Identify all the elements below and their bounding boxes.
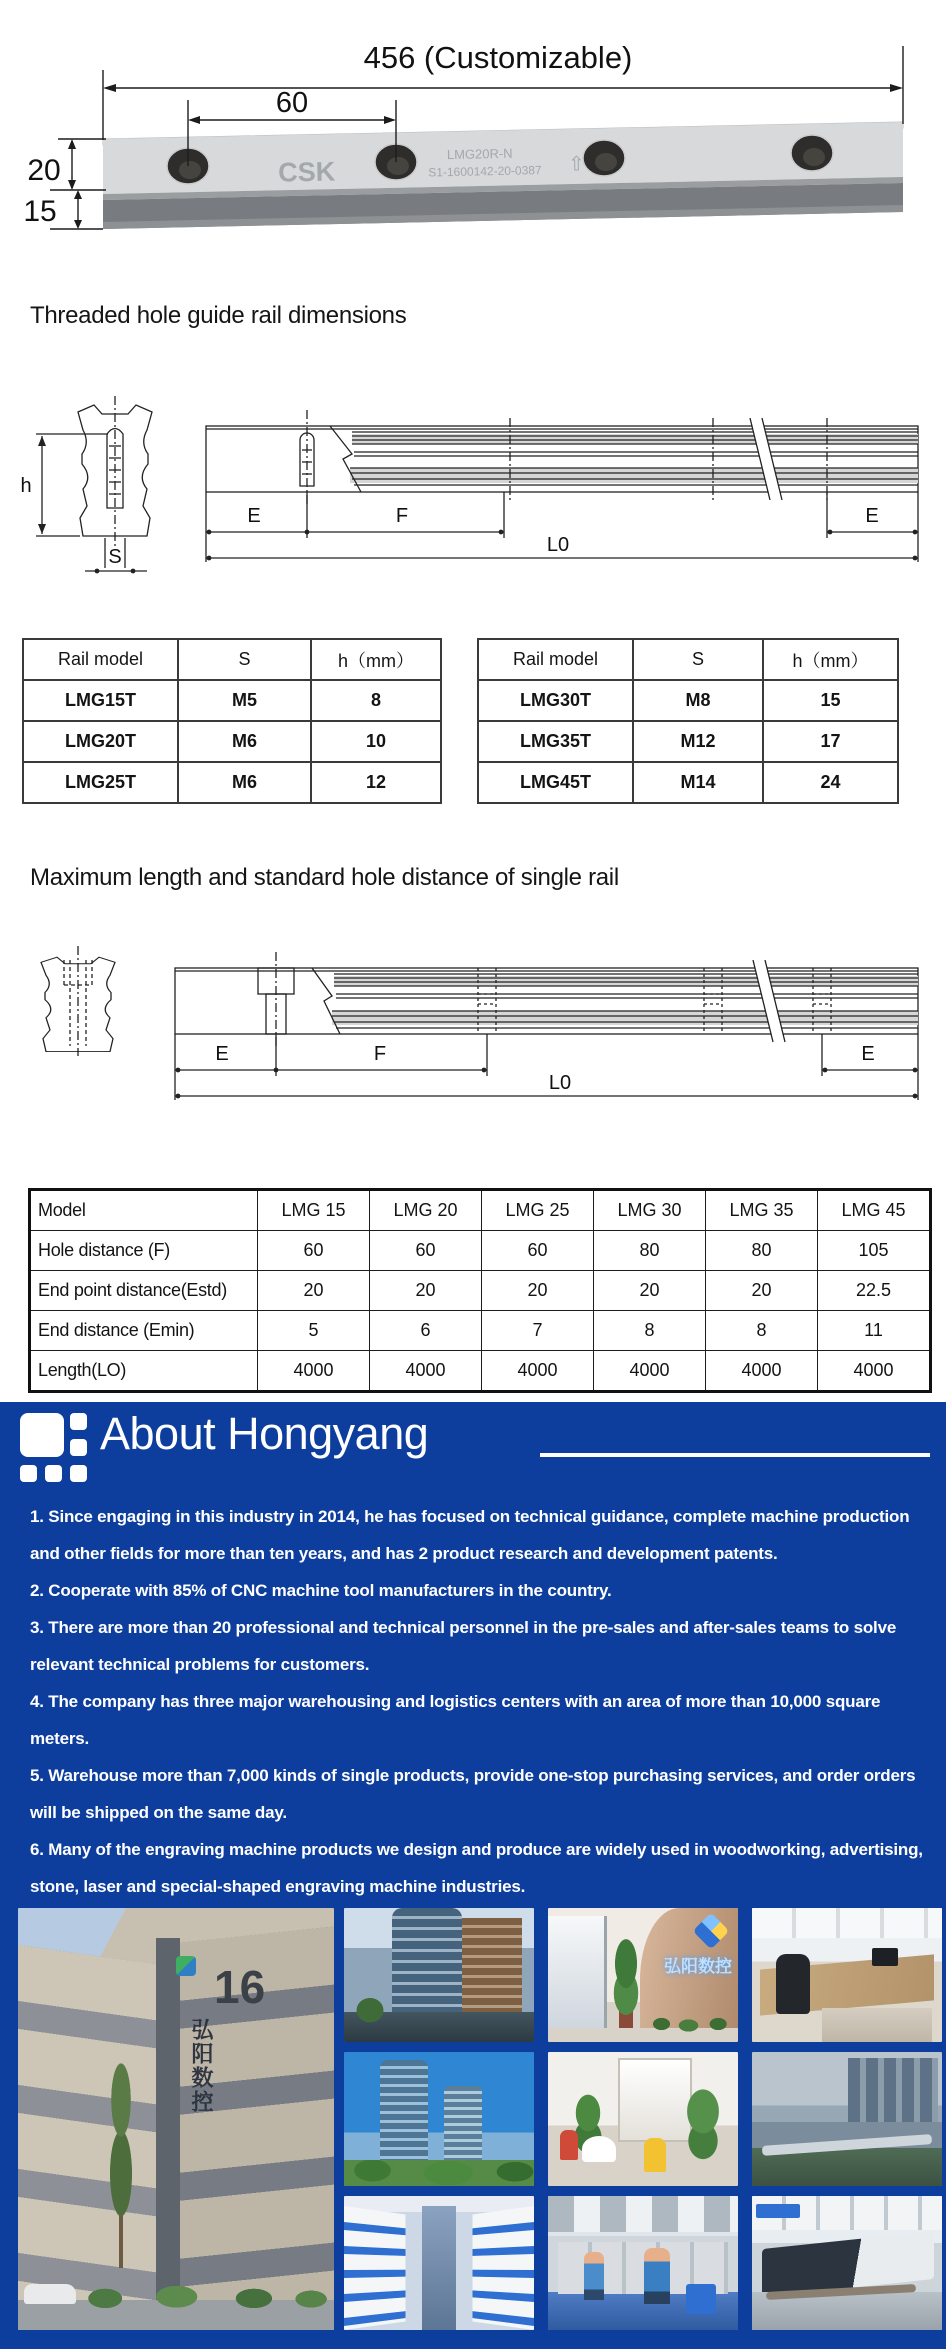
col-header: LMG 30 <box>594 1190 706 1231</box>
lobby-sign-text: 弘阳数控 <box>664 1957 732 1976</box>
rail-dimensions-table-right <box>477 638 899 804</box>
table-row <box>478 639 898 680</box>
arrow-20-top <box>68 139 76 149</box>
building-left-face <box>18 1945 168 2330</box>
arrow-15-top <box>74 190 82 199</box>
building-bushes <box>48 2278 334 2312</box>
cell: M8 <box>633 680 763 721</box>
photo-office-interior <box>548 2052 738 2186</box>
col-header: LMG 25 <box>482 1190 594 1231</box>
office-floor <box>822 2008 932 2042</box>
cell: LMG35T <box>478 721 633 762</box>
tower-side-building <box>462 1918 522 2018</box>
monitor <box>872 1948 898 1966</box>
tower-tree <box>348 1978 392 2024</box>
rail-photo-with-dimensions <box>0 0 946 300</box>
cell: 7 <box>482 1311 594 1351</box>
col-header: LMG 35 <box>706 1190 818 1231</box>
cell: 4000 <box>258 1351 370 1392</box>
about-item-3: 3. There are more than 20 professional and technical personnel in the pre-sales and after-sales teams to solve relevant technical problems for customers. <box>30 1618 897 1674</box>
table-row <box>23 680 441 721</box>
row-label: Length(LO) <box>30 1351 258 1392</box>
col-header: S <box>633 639 763 680</box>
office-cabinets <box>752 1908 942 1938</box>
spec-row-end-distance <box>30 1311 931 1351</box>
cell: 4000 <box>594 1351 706 1392</box>
workshop-ceiling <box>548 2196 738 2232</box>
red-chair <box>560 2130 578 2160</box>
table-row <box>478 680 898 721</box>
interior-plant-right <box>676 2082 730 2166</box>
threaded-hole-heading: Threaded hole guide rail dimensions <box>30 302 407 329</box>
skyscraper-1 <box>380 2060 428 2172</box>
about-item-4: 4. The company has three major warehousing and logistics centers with an area of more than 10,000 square meters. <box>30 1692 881 1748</box>
spec-row-hole-distance <box>30 1231 931 1271</box>
col-header: LMG 15 <box>258 1190 370 1231</box>
col-header: Rail model <box>23 639 178 680</box>
arrow-right <box>890 84 903 92</box>
aisle-floor <box>422 2206 456 2330</box>
cell: LMG20T <box>23 721 178 762</box>
lobby-glass-door <box>548 1916 607 2028</box>
cell: 11 <box>818 1311 931 1351</box>
rack-left <box>344 2206 406 2330</box>
threaded-rail-drawing <box>0 388 946 578</box>
cell: 80 <box>706 1231 818 1271</box>
drawing2-l0-label: L0 <box>548 1072 572 1094</box>
dim-height-bottom-label: 15 <box>23 195 57 228</box>
cell: M6 <box>178 721 311 762</box>
dimension-dots <box>176 1068 918 1099</box>
cell: LMG45T <box>478 762 633 803</box>
title-divider-line <box>540 1453 930 1457</box>
table-row <box>23 721 441 762</box>
about-item-6: 6. Many of the engraving machine products we design and produce are widely used in woodworking, advertising, stone, laser and special-shaped engraving machine industries. <box>30 1840 923 1896</box>
building-corner-column <box>156 1938 180 2330</box>
table-row <box>478 762 898 803</box>
cell: 80 <box>594 1231 706 1271</box>
arrow-60-right <box>384 116 396 124</box>
drawing1-e-left-label: E <box>247 505 261 527</box>
cell: 8 <box>311 680 441 721</box>
table-row <box>23 639 441 680</box>
max-length-heading: Maximum length and standard hole distance of single rail <box>30 864 619 891</box>
cell: 20 <box>370 1271 482 1311</box>
spec-table <box>28 1188 932 1393</box>
interior-table <box>582 2136 616 2162</box>
worker-1 <box>644 2248 670 2304</box>
photo-city-bridge <box>752 2052 942 2186</box>
greenery <box>344 2160 534 2186</box>
row-label: End distance (Emin) <box>30 1311 258 1351</box>
col-header: LMG 20 <box>370 1190 482 1231</box>
col-header: S <box>178 639 311 680</box>
about-item-2: 2. Cooperate with 85% of CNC machine tool manufacturers in the country. <box>30 1581 612 1600</box>
drawing2-e-left-label: E <box>215 1043 229 1065</box>
about-section <box>0 1402 946 2349</box>
photo-company-building <box>18 1908 334 2330</box>
about-title: About Hongyang <box>100 1408 429 1459</box>
photo-cnc-machines <box>752 2196 942 2330</box>
drawing2-e-right-label: E <box>861 1043 875 1065</box>
cell: 6 <box>370 1311 482 1351</box>
photo-warehouse-shelves <box>344 2196 534 2330</box>
cell: M12 <box>633 721 763 762</box>
table-row <box>478 721 898 762</box>
cell: 4000 <box>482 1351 594 1392</box>
cell: M6 <box>178 762 311 803</box>
direction-arrow-marking: ⇧ <box>567 153 586 176</box>
cell: LMG30T <box>478 680 633 721</box>
cell: 17 <box>763 721 898 762</box>
yellow-chair <box>644 2138 666 2172</box>
building-logo-mark <box>176 1956 196 1976</box>
lobby-plant <box>606 1936 646 2028</box>
col-header: Model <box>30 1190 258 1231</box>
photo-office-tower <box>344 1908 534 2042</box>
cell: 60 <box>482 1231 594 1271</box>
max-length-rail-drawing <box>0 940 946 1115</box>
drawing1-l0-label: L0 <box>546 534 570 556</box>
cell: 20 <box>258 1271 370 1311</box>
row-label: End point distance(Estd) <box>30 1271 258 1311</box>
cell: 15 <box>763 680 898 721</box>
about-item-1: 1. Since engaging in this industry in 2014, he has focused on technical guidance, complete machine production and other fields for more than ten years, and has 2 product research and development patents. <box>30 1507 910 1563</box>
cell: 105 <box>818 1231 931 1271</box>
cell: M14 <box>633 762 763 803</box>
model-marking: LMG20R-N <box>446 145 513 163</box>
city-towers <box>848 2058 938 2122</box>
blue-banner <box>756 2204 800 2218</box>
cell: 20 <box>594 1271 706 1311</box>
col-header: h（mm） <box>311 639 441 680</box>
cell: 24 <box>763 762 898 803</box>
row-label: Hole distance (F) <box>30 1231 258 1271</box>
spec-header-row <box>30 1190 931 1231</box>
photo-assembly-workshop <box>548 2196 738 2330</box>
cell: LMG15T <box>23 680 178 721</box>
drawing2-f-label: F <box>373 1043 387 1065</box>
table-row <box>23 762 441 803</box>
about-item-5: 5. Warehouse more than 7,000 kinds of single products, provide one-stop purchasing services, and order orders will be shipped on the same day. <box>30 1766 916 1822</box>
drawing1-e-right-label: E <box>865 505 879 527</box>
drawing1-s-label: S <box>108 546 122 568</box>
cell: 12 <box>311 762 441 803</box>
rack-right <box>472 2206 534 2330</box>
col-header: Rail model <box>478 639 633 680</box>
cell: 60 <box>370 1231 482 1271</box>
col-header: h（mm） <box>763 639 898 680</box>
arrow-left <box>103 84 116 92</box>
photo-company-lobby <box>548 1908 738 2042</box>
cell: 22.5 <box>818 1271 931 1311</box>
rail-dimensions-table-left <box>22 638 442 804</box>
building-sign-text: 弘阳数控 <box>189 2018 214 2114</box>
arrow-15-bottom <box>74 220 82 229</box>
dim-hole-spacing-label: 60 <box>275 87 309 119</box>
cell: 5 <box>258 1311 370 1351</box>
dim-length-label: 456 (Customizable) <box>363 40 633 75</box>
lobby-planter <box>648 2012 738 2042</box>
cell: 4000 <box>370 1351 482 1392</box>
cell: 20 <box>482 1271 594 1311</box>
drawing1-f-label: F <box>395 505 409 527</box>
tree <box>104 2058 138 2268</box>
worker-2 <box>584 2252 604 2300</box>
serial-marking: S1-1600142-20-0387 <box>428 163 542 180</box>
building-number: 16 <box>214 1961 266 2013</box>
spec-row-length <box>30 1351 931 1392</box>
col-header: LMG 45 <box>818 1190 931 1231</box>
drawing1-h-label: h <box>20 475 32 497</box>
dim-height-top-label: 20 <box>27 154 61 187</box>
cell: LMG25T <box>23 762 178 803</box>
arrow-60-left <box>188 116 200 124</box>
cell: 20 <box>706 1271 818 1311</box>
brand-marking: CSK <box>277 156 336 188</box>
photo-twin-skyscrapers <box>344 2052 534 2186</box>
office-chair <box>776 1954 810 2014</box>
cell: 60 <box>258 1231 370 1271</box>
cell: 8 <box>706 1311 818 1351</box>
cell: 4000 <box>818 1351 931 1392</box>
photo-office-workstations <box>752 1908 942 2042</box>
hongyang-logo-icon <box>20 1413 90 1485</box>
blue-crate <box>686 2284 716 2314</box>
arrow-20-bottom <box>68 180 76 190</box>
tower-body <box>392 1908 462 2018</box>
about-text-block <box>30 1498 926 1905</box>
cell: 10 <box>311 721 441 762</box>
cell: 8 <box>594 1311 706 1351</box>
white-car <box>24 2284 76 2304</box>
cell: M5 <box>178 680 311 721</box>
cell: 4000 <box>706 1351 818 1392</box>
spec-row-end-point-distance <box>30 1271 931 1311</box>
